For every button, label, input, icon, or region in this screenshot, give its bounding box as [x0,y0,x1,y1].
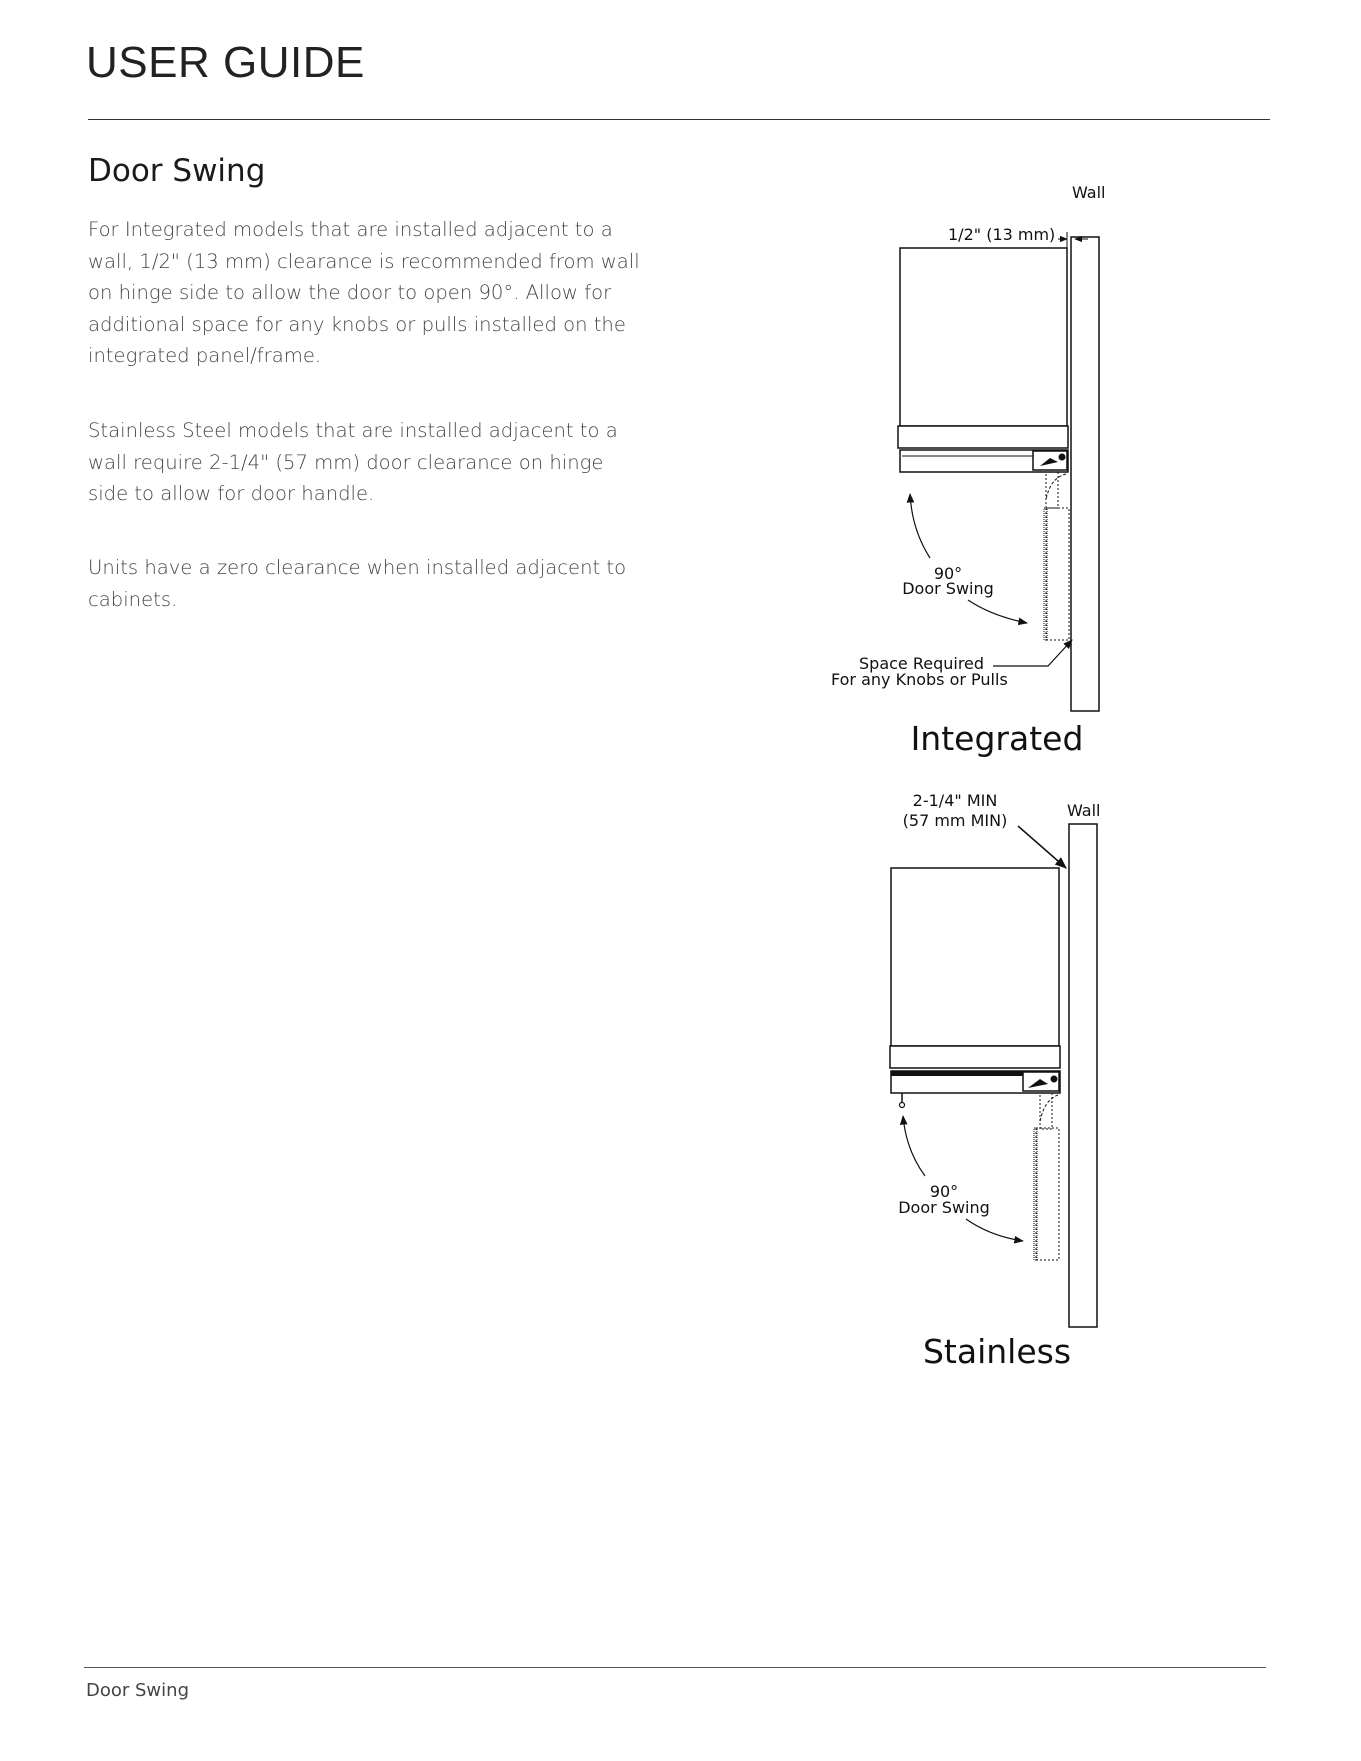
stainless-clearance-line2: (57 mm MIN) [902,811,1008,830]
integrated-clearance-label: 1/2" (13 mm) [948,225,1056,244]
page-header-title: USER GUIDE [86,38,365,87]
section-title: Door Swing [88,153,266,189]
stainless-clearance-line1: 2-1/4" MIN [912,791,998,810]
stainless-door-edge [891,1071,1023,1076]
paragraph-integrated: For Integrated models that are installed adjacent to a wall, 1/2" (13 mm) clearance is recommended from wall on hinge side to allow the door to open 90°. Allow for additional space for any knobs or pulls installed on the integrated panel/frame. [88,218,640,367]
integrated-space-leader [993,640,1072,666]
stainless-diagram-title: Stainless [922,1332,1072,1371]
stainless-swing-arrow-up [903,1116,925,1176]
paragraph-stainless: Stainless Steel models that are installed adjacent to a wall require 2-1/4" (57 mm) door clearance on hinge side to allow for door handle. [88,419,618,505]
integrated-swing-arrow-up [910,494,930,558]
stainless-open-door [1036,1128,1059,1260]
integrated-hinge-pin [1059,454,1066,461]
stainless-wall [1069,824,1097,1327]
stainless-diagram [890,791,1101,1371]
stainless-cabinet-base [890,1046,1060,1068]
stainless-hinge-pin [1051,1076,1058,1083]
paragraph-zero-clearance: Units have a zero clearance when installed adjacent to cabinets. [88,556,627,611]
integrated-wall [1071,237,1099,711]
integrated-cabinet [900,248,1067,426]
stainless-swing-angle: 90° [929,1182,959,1201]
integrated-space-line1: Space Required [859,654,985,673]
integrated-swing-angle: 90° [933,564,963,583]
integrated-diagram [831,183,1106,758]
integrated-hinge-swing-path [1046,474,1066,500]
integrated-open-door [1046,508,1069,640]
footer-section-name: Door Swing [86,1680,189,1701]
stainless-hinge-open [1040,1093,1052,1129]
integrated-hinge-open [1046,472,1058,508]
stainless-wall-label: Wall [1067,801,1101,820]
integrated-cabinet-base [898,426,1068,448]
footer-divider [84,1667,1266,1668]
stainless-swing-label: Door Swing [898,1198,990,1217]
integrated-space-line2: For any Knobs or Pulls [831,670,1008,689]
stainless-cabinet [891,868,1059,1046]
integrated-diagram-title: Integrated [910,719,1084,758]
stainless-swing-arrow-down [966,1219,1023,1241]
integrated-wall-label: Wall [1072,183,1106,202]
stainless-hinge-swing-path [1040,1095,1058,1122]
integrated-swing-label: Door Swing [902,579,994,598]
integrated-swing-arrow-down [968,600,1027,623]
stainless-handle-knob [900,1103,905,1108]
stainless-clearance-leader [1018,826,1066,868]
